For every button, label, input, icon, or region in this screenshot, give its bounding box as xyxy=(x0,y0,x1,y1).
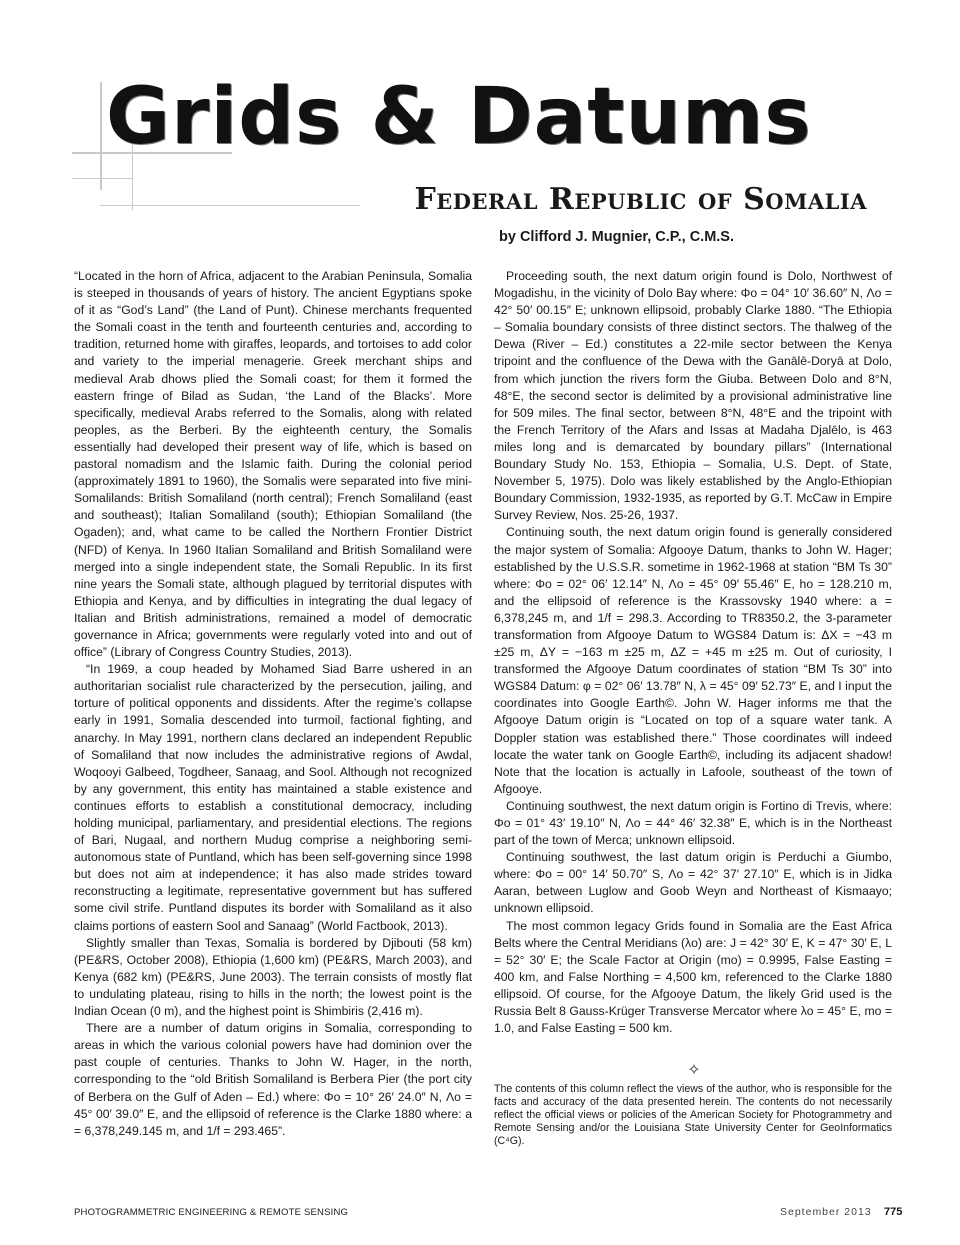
section-ornament-icon: ✧ xyxy=(687,1062,701,1079)
paragraph: “In 1969, a coup headed by Mohamed Siad Barre ushered in an authoritarian socialist rule characterized by the persecution, jailing, and torture of political opponents and dissidents. After the regime’s collapse early in 1991, Somalia descended into turmoil, factional fighting, and anarchy. In May 1991, northern clans declared an independent Republic of Somaliland that now includes the administrative regions of Awdal, Woqooyi Galbeed, Togdheer, Sanaag, and Sool. Although not recognized by any government, this entity has maintained a stable existence and continues efforts to establish a constitutional democracy, including holding municipal, parliamentary, and presidential elections. The regions of Bari, Nugaal, and northern Mudug comprise a neighboring semi-autonomous state of Puntland, which has been self-governing since 1998 but does not aim at independence; it has also made strides toward reconstructing a legitimate, representative government but has suffered some civil strife. Puntland disputes its border with Somaliland as it also claims portions of eastern Sool and Sanaag” (World Factbook, 2013). xyxy=(74,662,472,933)
decorative-grid-line xyxy=(100,82,102,190)
paragraph: The most common legacy Grids found in Somalia are the East Africa Belts where the Central Meridians (λo) are: J = 42° 30′ E, K = 47° 30′ E, L = 52° 30′ E; the Scale Factor at Origin (mo) = 0.9995, False Easting = 400 km, and False Northing = 4,500 km, referenced to the Clarke 1880 ellipsoid. Of course, for the Afgooye Datum, the likely Grid used is the Russia Belt 8 Gauss-Krüger Transverse Mercator where λo = 45° E, mo = 1.0, and False Easting = 500 km. xyxy=(494,918,892,1036)
paragraph: Slightly smaller than Texas, Somalia is bordered by Djibouti (58 km) (PE&RS, October 2008), Ethiopia (1,600 km) (PE&RS, March 2003), and Kenya (682 km) (PE&RS, June 2003). The terrain consists of mostly flat to undulating plateau, rising to hills in the north; the lowest point is the Indian Ocean (0 m), and the highest point is Shimbiris (2,416 m). xyxy=(74,935,472,1019)
paragraph: Proceeding south, the next datum origin found is Dolo, Northwest of Mogadishu, in the vicinity of Dolo Bay where: Φo = 04° 10′ 36.60″ N, Λo = 42° 50′ 00.15″ E; unknown ellipsoid, probably Clarke 1880. “The Ethiopia – Somalia boundary consists of three distinct sectors. The thalweg of the Dewa (River – Ed.) constitutes a 22-mile sector between the Kenya tripoint and the confluence of the Dewa with the Ganālē-Doryā at Dolo, from which junction the rivers form the Giuba. Between Dolo and 8°N, 48°E, the second sector is delimited by a provisional administrative line for 509 miles. The final sector, between 8°N, 48°E and the tripoint with the French Territory of the Afars and Issas at Madaha Djalēlo, is 463 miles long and is demarcated by boundary pillars” (International Boundary Study No. 153, Ethiopia – Somalia, U.S. Dept. of State, November 5, 1975). Dolo was likely established by the Anglo-Ethiopian Boundary Commission, 1932-1935, as reported by G.T. McCaw in Empire Survey Review, Nos. 25-26, 1937. xyxy=(494,269,892,523)
article-subtitle: Federal Republic of Somalia xyxy=(414,182,867,217)
author-byline: by Clifford J. Mugnier, C.P., C.M.S. xyxy=(499,229,734,245)
decorative-grid-line xyxy=(100,205,360,206)
paragraph: “Located in the horn of Africa, adjacent to the Arabian Peninsula, Somalia is steeped in thousands of years of history. The ancient Egyptians spoke of it as “God’s Land” (the Land of Punt). Chinese merchants frequented the Somali coast in the tenth and fourteenth centuries and, according to tradition, returned home with giraffes, leopards, and tortoises to add color and variety to the imperial menagerie. Greek merchant ships and medieval Arab dhows plied the Somali coast; for them it formed the eastern fringe of Bilad as Sudan, ‘the Land of the Blacks’. More specifically, medieval Arabs referred to the Somalis, along with related peoples, as the Berberi. By the eighteenth century, the Somalis essentially had developed their present way of life, which is based on pastoral nomadism and the Islamic faith. During the colonial period (approximately 1891 to 1960), the Somalis were separated into five mini-Somalilands: British Somaliland (north central); French Somaliland (east and southeast); Italian Somaliland (south); Ethiopian Somaliland (the Ogaden); and, what came to be called the Northern Frontier District (NFD) of Kenya. In 1960 Italian Somaliland and British Somaliland were merged into a single independent state, the Somali Republic. In its first nine years the Somali state, although plagued by territorial disputes with Ethiopia and Kenya, and by difficulties in integrating the dual legacy of Italian and British administrations, remained a model of democratic governance in Africa; governments were regularly voted into and out of office” (Library of Congress Country Studies, 2013). xyxy=(74,269,472,660)
left-text-column xyxy=(74,268,472,1140)
footer-page-number: 775 xyxy=(884,1206,903,1218)
paragraph: Continuing southwest, the last datum origin is Perduchi a Giumbo, where: Φo = 00° 14′ 50.70″ S, Λo = 42° 37′ 27.10″ E, which is in Jidka Aaran, between Luglow and Goob Weyn and Northeast of Kismaayo; unknown ellipsoid. xyxy=(494,850,892,916)
paragraph: There are a number of datum origins in Somalia, corresponding to areas in which the various colonial powers have had dominion over the past couple of centuries. Thanks to John W. Hager, in the north, corresponding to the “old British Somaliland is Berbera Pier (the port city of Berbera on the Gulf of Aden – Ed.) where: Φo = 10° 26′ 24.0″ N, Λo = 45° 00′ 39.0″ E, and the ellipsoid of reference is the Clarke 1880 where: a = 6,378,249.145 m, and 1/f = 293.465”. xyxy=(74,1021,472,1138)
footer-date: September 2013 xyxy=(780,1206,872,1218)
paragraph: Continuing south, the next datum origin found is generally considered the major system of Somalia: Afgooye Datum, thanks to John W. Hager; established by the U.S.S.R. sometime in 1962-1968 at station “BM Ts 30” where: Φo = 02° 06′ 12.14″ N, Λo = 45° 09′ 55.46″ E, ho = 128.210 m, and the ellipsoid of reference is the Krassovsky 1940 where: a = 6,378,245 m, and 1/f = 298.3. According to TR8350.2, the 3-parameter transformation from Afgooye Datum to WGS84 Datum is: ΔX = −43 m ±25 m, ΔY = −163 m ±25 m, ΔZ = +45 m ±25 m. Out of curiosity, I transformed the Afgooye Datum coordinates of station “BM Ts 30” into WGS84 Datum: φ = 02° 06′ 13.78″ N, λ = 45° 09′ 52.73″ E, and I input the coordinates into Google Earth©. John W. Hager informs me that the Afgooye Datum origin is “Located on top of a square water tank. A Doppler station was established there.” Those coordinates will indeed locate the water tank on Google Earth©, including its adjacent shadow! Note that the location is actually in Lafoole, southeast of the town of Afgooye. xyxy=(494,525,892,796)
decorative-grid-line xyxy=(72,178,132,179)
right-text-column xyxy=(494,268,892,1037)
column-title: Grids & Datums xyxy=(106,72,812,162)
disclaimer-note: The contents of this column reflect the views of the author, who is responsible for the facts and accuracy of the data presented herein. The contents do not necessarily reflect the official views or policies of the American Society for Photogrammetry and Remote Sensing and/or the Louisiana State University Center for GeoInformatics (C⁴G). xyxy=(494,1083,892,1147)
paragraph: Continuing southwest, the next datum origin is Fortino di Trevis, where: Φo = 01° 43′ 19.10″ N, Λo = 44° 46′ 32.38″ E, which is in the Northeast part of the town of Merca; unknown ellipsoid. xyxy=(494,798,892,848)
footer-journal-name: PHOTOGRAMMETRIC ENGINEERING & REMOTE SENSING xyxy=(74,1207,349,1218)
